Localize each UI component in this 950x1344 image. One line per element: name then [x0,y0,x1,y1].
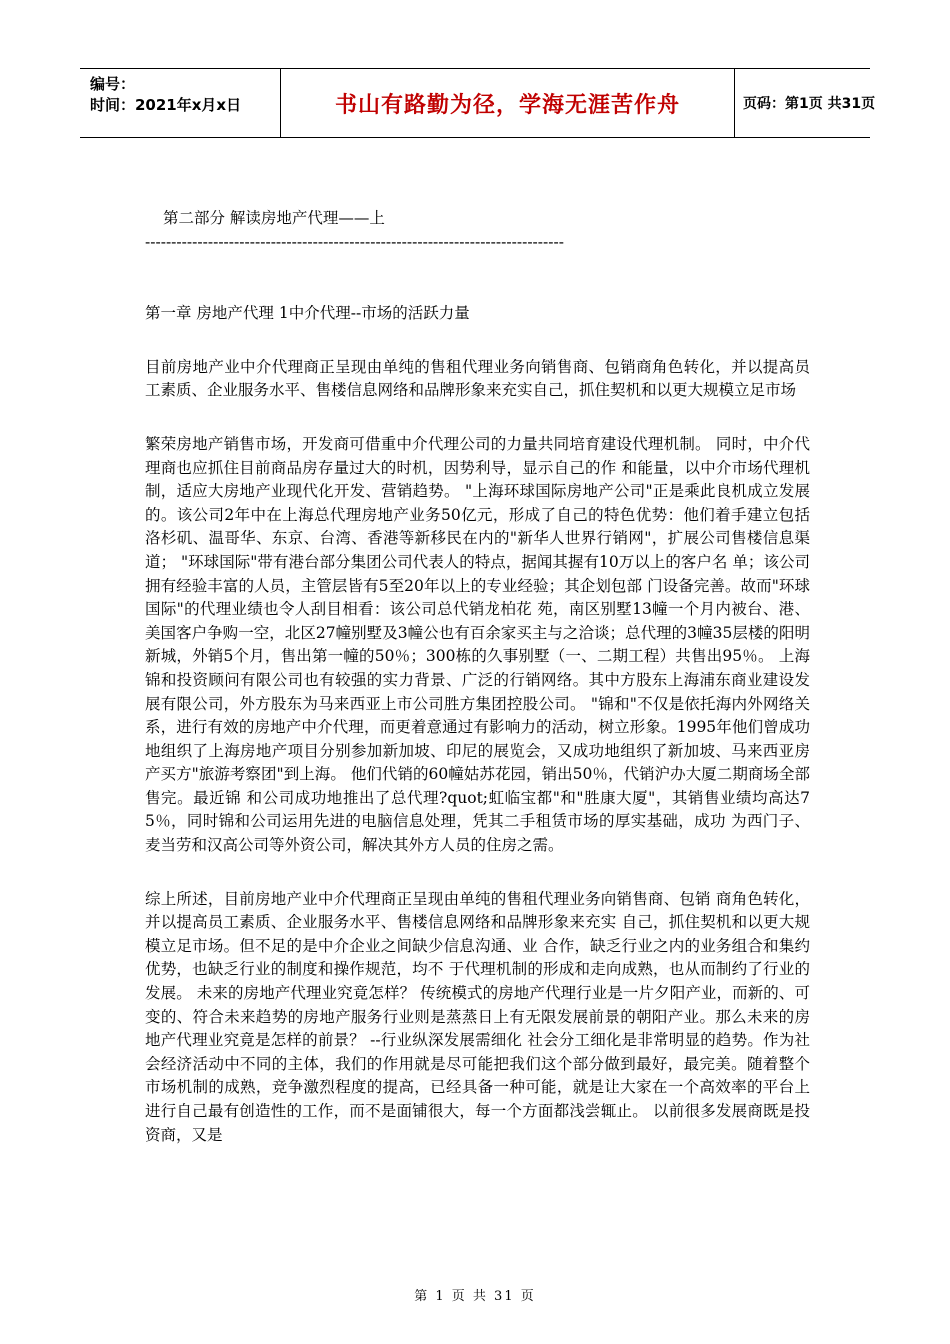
document-number-label: 编号： [90,75,136,93]
document-body [145,207,810,1147]
page-footer: 第 1 页 共 31 页 [414,1289,536,1304]
header-page-info: 页码：第1页 共31页 [743,96,876,112]
chapter-title: 第一章 房地产代理 1中介代理--市场的活跃力量 [145,304,470,323]
header-motto-cell [281,69,735,137]
dashed-rule: -------------------------------------------------------------------------------- [145,232,564,251]
page-header [80,68,876,138]
part-title: 第二部分 解读房地产代理——上 [163,209,385,227]
paragraph-intro: 目前房地产业中介代理商正呈现由单纯的售租代理业务向销售商、包销商角色转化，并以提高员工素质、企业服务水平、售楼信息网络和品牌形象来充实自己，抓住契机和以更大规模立足市场 [145,357,810,400]
document-date-label: 时间：2021年x月x日 [90,96,242,114]
header-meta [80,69,281,137]
paragraph-market: 繁荣房地产销售市场，开发商可借重中介代理公司的力量共同培育建设代理机制。 同时，中介代理商也应抓住目前商品房存量过大的时机，因势利导，显示自己的作 和能量，以中介市场代理机制，适应大房地产业现代化开发、营销趋势。 "上海环球国际房地产公司"正是乘此良机成立发展的。该公司2年中在上海总代理房地产业务50亿元，形成了自己的特色优势：他们着手建立包括洛杉矶、温哥华、东京、台湾、香港等新移民在内的"新华人世界行销网"，扩展公司售楼信息渠道； "环球国际"带有港台部分集团公司代表人的特点，据闻其握有10万以上的客户名 单；该公司拥有经验丰富的人员，主管层皆有5至20年以上的专业经验；其企划包部 门设备完善。故而"环球国际"的代理业绩也令人刮目相看：该公司总代销龙柏花 苑，南区别墅13幢一个月内被台、港、美国客户争购一空，北区27幢别墅及3幢公也有百余家买主与之洽谈；总代理的3幢35层楼的阳明新城，外销5个月，售出第一幢的50％；300栋的久事别墅（一、二期工程）共售出95％。 上海锦和投资顾问有限公司也有较强的实力背景、广泛的行销网络。其中方股东上海浦东商业建设发展有限公司，外方股东为马来西亚上市公司胜方集团控股公司。 "锦和"不仅是依托海内外网络关系，进行有效的房地产中介代理，而更着意通过有影响力的活动，树立形象。1995年他们曾成功地组织了上海房地产项目分别参加新加坡、印尼的展览会，又成功地组织了新加坡、马来西亚房产买方"旅游考察团"到上海。 他们代销的60幢姑苏花园，销出50％，代销沪办大厦二期商场全部售完。最近锦 和公司成功地推出了总代理?quot;虹临宝都"和"胜康大厦"，其销售业绩均高达75％，同时锦和公司运用先进的电脑信息处理，凭其二手租赁市场的厚实基础，成功 为西门子、麦当劳和汉高公司等外资公司，解决其外方人员的住房之需。 [145,434,810,855]
header-motto: 书山有路勤为径，学海无涯苦作舟 [334,92,680,118]
paragraph-summary: 综上所述，目前房地产业中介代理商正呈现由单纯的售租代理业务向销售商、包销 商角色转化，并以提高员工素质、企业服务水平、售楼信息网络和品牌形象来充实 自己，抓住契机和以更大规模立足市场。但不足的是中介企业之间缺少信息沟通、业 合作，缺乏行业之内的业务组合和集约优势，也缺乏行业的制度和操作规范，均不 于代理机制的形成和走向成熟，也从而制约了行业的发展。 未来的房地产代理业究竟怎样？ 传统模式的房地产代理行业是一片夕阳产业，而新的、可变的、符合未来趋势的房地产服务行业则是蒸蒸日上有无限发展前景的朝阳产业。那么未来的房地产代理业究竟是怎样的前景？ --行业纵深发展需细化 社会分工细化是非常明显的趋势。作为社会经济活动中不同的主体，我们的作用就是尽可能把我们这个部分做到最好，最完美。随着整个市场机制的成熟，竞争激烈程度的提高，已经具备一种可能，就是让大家在一个高效率的平台上进行自己最有创造性的工作，而不是面铺很大，每一个方面都浅尝辄止。 以前很多发展商既是投资商，又是 [145,889,810,1144]
